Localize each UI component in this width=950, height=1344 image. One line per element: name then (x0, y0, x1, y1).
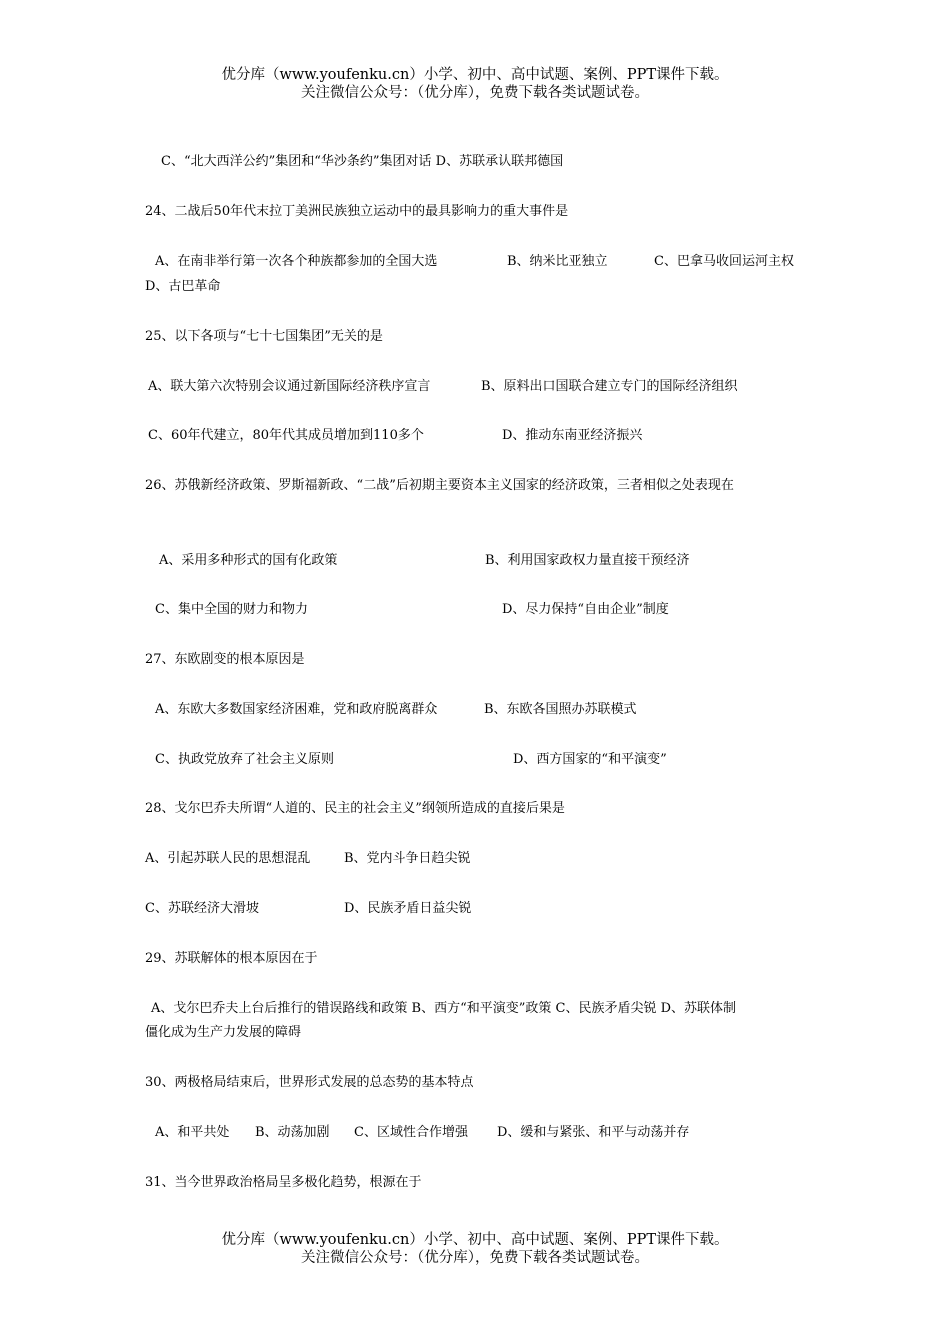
q30-stem: 30、两极格局结束后，世界形式发展的总态势的基本特点 (145, 1075, 474, 1090)
q31-stem: 31、当今世界政治格局呈多极化趋势，根源在于 (145, 1175, 422, 1190)
q29-options-line-2: 僵化成为生产力发展的障碍 (145, 1025, 302, 1040)
q29-stem: 29、苏联解体的根本原因在于 (145, 951, 318, 966)
q24-option-b: B、纳米比亚独立 (507, 254, 608, 269)
q24-option-c: C、巴拿马收回运河主权 (654, 254, 794, 269)
q25-option-c: C、60年代建立，80年代其成员增加到110多个 (148, 428, 424, 443)
q27-stem: 27、东欧剧变的根本原因是 (145, 652, 305, 667)
q26-stem: 26、苏俄新经济政策、罗斯福新政、“二战”后初期主要资本主义国家的经济政策，三者相似之处表现在 (145, 478, 734, 493)
q24-option-d: D、古巴革命 (145, 279, 221, 294)
q24-stem: 24、二战后50年代末拉丁美洲民族独立运动中的最具影响力的重大事件是 (145, 204, 569, 219)
q27-option-d: D、西方国家的“和平演变” (513, 752, 667, 767)
q27-option-a: A、东欧大多数国家经济困难，党和政府脱离群众 (155, 702, 438, 717)
q26-option-a: A、采用多种形式的国有化政策 (159, 553, 338, 568)
page-header-line-2: 关注微信公众号：（优分库），免费下载各类试题试卷。 (301, 85, 649, 101)
q30-option-a: A、和平共处 (155, 1125, 230, 1140)
q28-option-b: B、党内斗争日趋尖锐 (344, 851, 471, 866)
q26-option-d: D、尽力保持“自由企业”制度 (502, 602, 669, 617)
q25-option-a: A、联大第六次特别会议通过新国际经济秩序宣言 (148, 379, 431, 394)
q26-option-c: C、集中全国的财力和物力 (155, 602, 308, 617)
q25-option-b: B、原料出口国联合建立专门的国际经济组织 (481, 379, 738, 394)
q28-option-d: D、民族矛盾日益尖锐 (344, 901, 472, 916)
page-footer-line-2: 关注微信公众号：（优分库），免费下载各类试题试卷。 (301, 1250, 649, 1266)
q28-option-a: A、引起苏联人民的思想混乱 (145, 851, 311, 866)
page-footer-line-1: 优分库（www.youfenku.cn）小学、初中、高中试题、案例、PPT课件下载。 (221, 1232, 729, 1248)
q24-option-a: A、在南非举行第一次各个种族都参加的全国大选 (155, 254, 438, 269)
page-header-line-1: 优分库（www.youfenku.cn）小学、初中、高中试题、案例、PPT课件下载。 (221, 67, 729, 83)
q27-option-c: C、执政党放弃了社会主义原则 (155, 752, 334, 767)
q30-option-c: C、区域性合作增强 (354, 1125, 468, 1140)
q25-option-d: D、推动东南亚经济振兴 (502, 428, 643, 443)
q30-option-d: D、缓和与紧张、和平与动荡并存 (497, 1125, 690, 1140)
q28-stem: 28、戈尔巴乔夫所谓“人道的、民主的社会主义”纲领所造成的直接后果是 (145, 801, 565, 816)
q28-option-c: C、苏联经济大滑坡 (145, 901, 259, 916)
q27-option-b: B、东欧各国照办苏联模式 (484, 702, 637, 717)
q25-stem: 25、以下各项与“七十七国集团”无关的是 (145, 329, 383, 344)
q29-options-line-1: A、戈尔巴乔夫上台后推行的错误路线和政策 B、西方“和平演变”政策 C、民族矛盾尖锐 D、苏联体制 (151, 1001, 737, 1016)
q30-option-b: B、动荡加剧 (255, 1125, 330, 1140)
q23-option-c-d: C、“北大西洋公约”集团和“华沙条约”集团对话 D、苏联承认联邦德国 (161, 154, 564, 169)
q26-option-b: B、利用国家政权力量直接干预经济 (485, 553, 690, 568)
